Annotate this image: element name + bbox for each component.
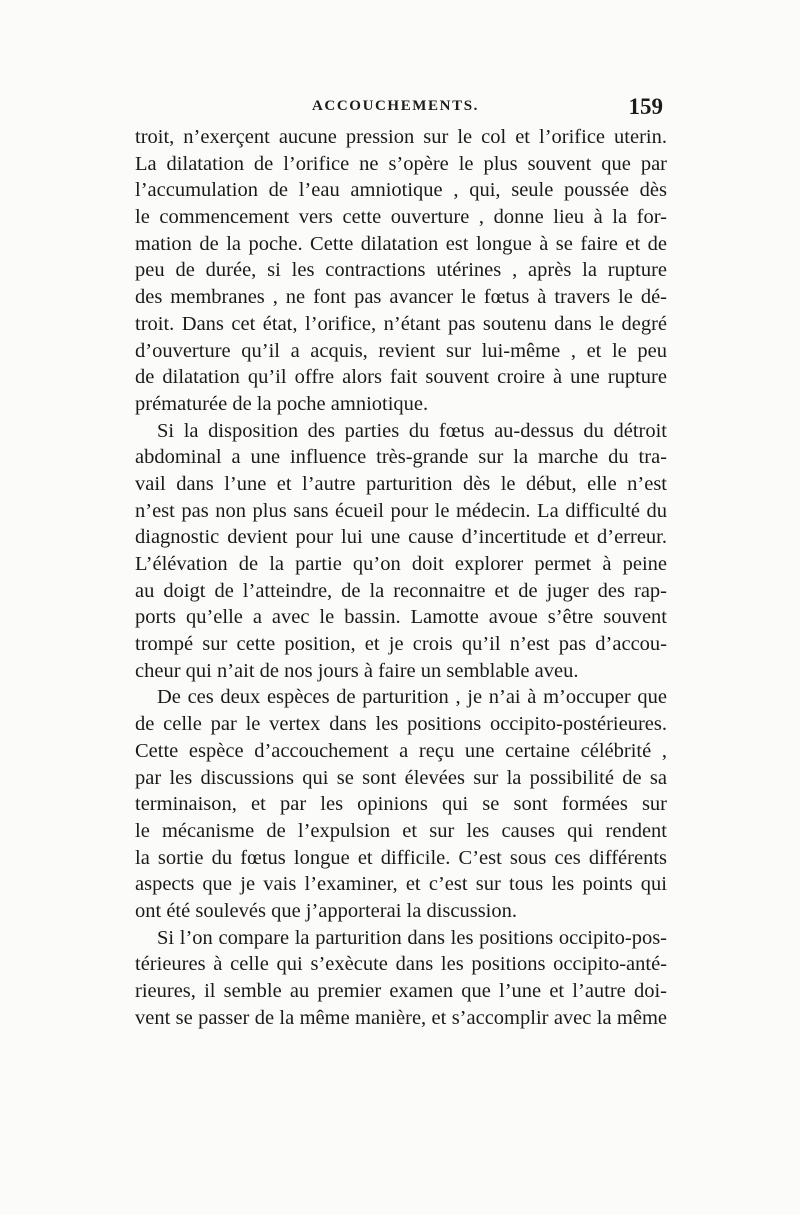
text-line: trompé sur cette position, et je crois qu’il n’est pas d’accou-: [135, 633, 667, 656]
text-line: vent se passer de la même manière, et s’accomplir avec la même: [135, 1006, 667, 1029]
paragraph-end-line: prématurée de la poche amniotique.: [135, 392, 429, 415]
text-line: troit. Dans cet état, l’orifice, n’étant pas soutenu dans le degré: [135, 312, 667, 335]
text-line: d’ouverture qu’il a acquis, revient sur lui-même , et le peu: [135, 339, 667, 362]
text-line: aspects que je vais l’examiner, et c’est sur tous les points qui: [135, 873, 667, 896]
text-line: au doigt de l’atteindre, de la reconnaitre et de juger des rap-: [135, 579, 667, 602]
text-line: le commencement vers cette ouverture , donne lieu à la for-: [135, 206, 667, 229]
page-number: 159: [628, 94, 663, 119]
text-line: rieures, il semble au premier examen que l’une et l’autre doi-: [135, 980, 667, 1002]
text-line: par les discussions qui se sont élevées sur la possibilité de sa: [135, 766, 667, 789]
paragraph-start-line: De ces deux espèces de parturition , je n’ai à m’occuper que: [157, 686, 667, 709]
text-line: le mécanisme de l’expulsion et sur les causes qui rendent: [135, 819, 667, 842]
text-line: de dilatation qu’il offre alors fait souvent croire à une rupture: [135, 366, 667, 389]
paragraph-end-line: cheur qui n’ait de nos jours à faire un semblable aveu.: [135, 659, 579, 682]
text-line: térieures à celle qui s’exècute dans les positions occipito-anté-: [135, 953, 667, 976]
body-text: [135, 124, 667, 1031]
paragraph-start-line: Si l’on compare la parturition dans les positions occipito-pos-: [157, 926, 667, 949]
paragraph-start-line: Si la disposition des parties du fœtus au-dessus du détroit: [157, 419, 667, 442]
paragraph-end-line: ont été soulevés que j’apporterai la discussion.: [135, 899, 517, 922]
text-line: l’accumulation de l’eau amniotique , qui, seule poussée dès: [135, 179, 667, 202]
text-line: des membranes , ne font pas avancer le fœtus à travers le dé-: [135, 286, 667, 309]
text-line: La dilatation de l’orifice ne s’opère le plus souvent que par: [135, 152, 667, 175]
text-line: ports qu’elle a avec le bassin. Lamotte avoue s’être souvent: [135, 606, 667, 629]
running-head: ACCOUCHEMENTS.: [312, 98, 479, 114]
text-line: vail dans l’une et l’autre parturition dès le début, elle n’est: [135, 472, 667, 495]
text-line: la sortie du fœtus longue et difficile. C’est sous ces différents: [135, 846, 667, 869]
text-line: Cette espèce d’accouchement a reçu une certaine célébrité ,: [135, 739, 667, 762]
text-line: n’est pas non plus sans écueil pour le médecin. La difficulté du: [135, 499, 667, 522]
text-line: troit, n’exerçent aucune pression sur le col et l’orifice uterin.: [135, 126, 667, 148]
text-line: de celle par le vertex dans les positions occipito-postérieures.: [135, 713, 667, 736]
text-line: terminaison, et par les opinions qui se sont formées sur: [135, 793, 667, 816]
text-line: peu de durée, si les contractions utérines , après la rupture: [135, 259, 667, 282]
text-line: L’élévation de la partie qu’on doit explorer permet à peine: [135, 553, 667, 575]
text-line: abdominal a une influence très-grande sur la marche du tra-: [135, 446, 667, 469]
text-line: diagnostic devient pour lui une cause d’incertitude et d’erreur.: [135, 526, 667, 549]
text-line: mation de la poche. Cette dilatation est longue à se faire et de: [135, 232, 667, 255]
page-header: [135, 94, 667, 124]
